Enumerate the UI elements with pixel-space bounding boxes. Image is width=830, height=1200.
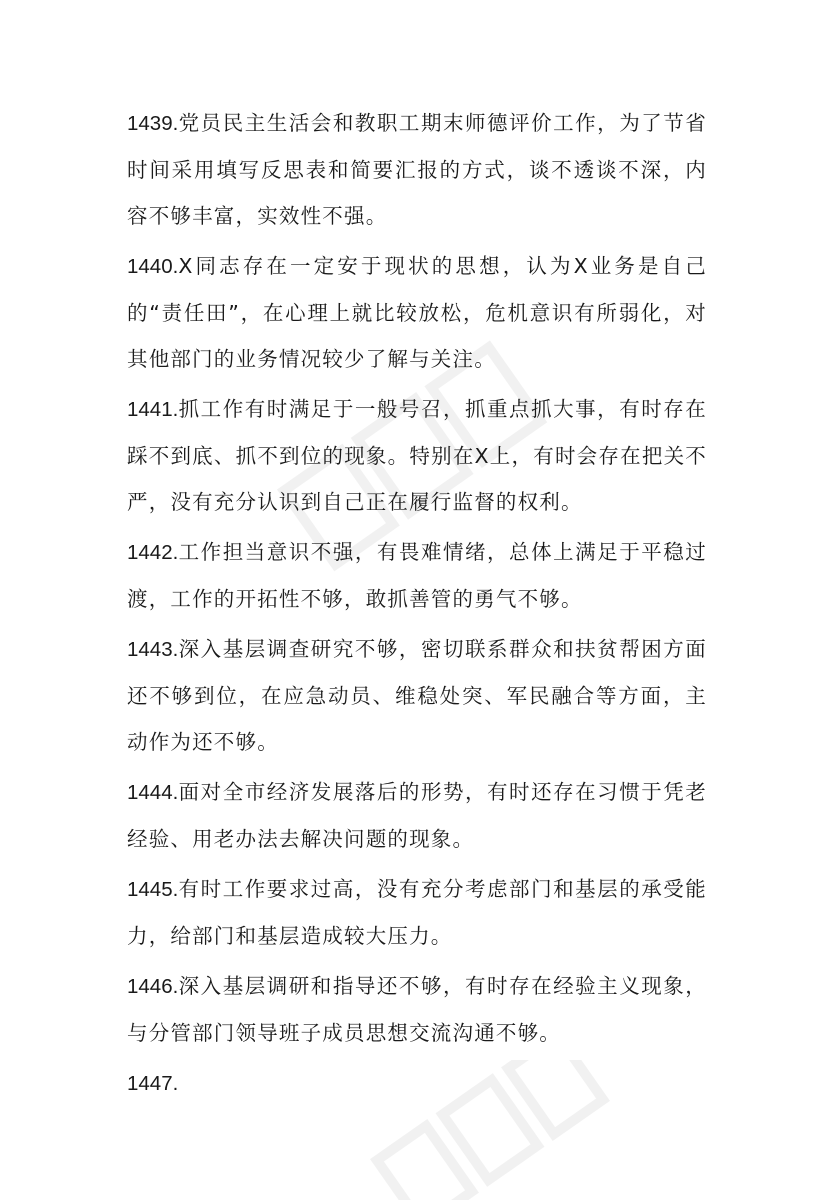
item-text: 党员民主生活会和教职工期末师德评价工作，为了节省时间采用填写反思表和简要汇报的方式，谈不透谈不深，内容不够丰富，实效性不强。 xyxy=(127,111,707,228)
item-text: X同志存在一定安于现状的思想，认为X业务是自己的“责任田”，在心理上就比较放松，危机意识有所弱化，对其他部门的业务情况较少了解与关注。 xyxy=(127,254,707,371)
list-item-1444 xyxy=(127,769,707,862)
item-text: 工作担当意识不强，有畏难情绪，总体上满足于平稳过渡，工作的开拓性不够，敢抓善管的勇气不够。 xyxy=(127,540,707,611)
item-number: 1444. xyxy=(127,781,179,804)
item-text: 抓工作有时满足于一般号召，抓重点抓大事，有时存在踩不到底、抓不到位的现象。特别在X上，有时会存在把关不严，没有充分认识到自己正在履行监督的权利。 xyxy=(127,397,707,514)
list-item-1443 xyxy=(127,626,707,765)
item-number: 1442. xyxy=(127,541,179,564)
item-number: 1445. xyxy=(127,878,179,901)
list-item-1446 xyxy=(127,963,707,1056)
item-number: 1443. xyxy=(127,638,179,661)
item-number: 1446. xyxy=(127,975,179,998)
item-number: 1441. xyxy=(127,398,179,421)
item-text: 深入基层调研和指导还不够，有时存在经验主义现象，与分管部门领导班子成员思想交流沟通不够。 xyxy=(127,974,707,1045)
item-text: 深入基层调查研究不够，密切联系群众和扶贫帮困方面还不够到位，在应急动员、维稳处突、军民融合等方面，主动作为还不够。 xyxy=(127,637,707,754)
item-number: 1439. xyxy=(127,112,179,135)
item-number: 1440. xyxy=(127,255,179,278)
list-item-1445 xyxy=(127,866,707,959)
item-text: 有时工作要求过高，没有充分考虑部门和基层的承受能力，给部门和基层造成较大压力。 xyxy=(127,877,707,948)
list-item-1439 xyxy=(127,100,707,239)
document-body xyxy=(127,100,707,1111)
list-item-1442 xyxy=(127,529,707,622)
list-item-1441 xyxy=(127,386,707,525)
list-item-1440 xyxy=(127,243,707,382)
list-item-1447 xyxy=(127,1060,707,1107)
item-text: 面对全市经济发展落后的形势，有时还存在习惯于凭老经验、用老办法去解决问题的现象。 xyxy=(127,780,707,851)
item-number: 1447. xyxy=(127,1072,179,1095)
